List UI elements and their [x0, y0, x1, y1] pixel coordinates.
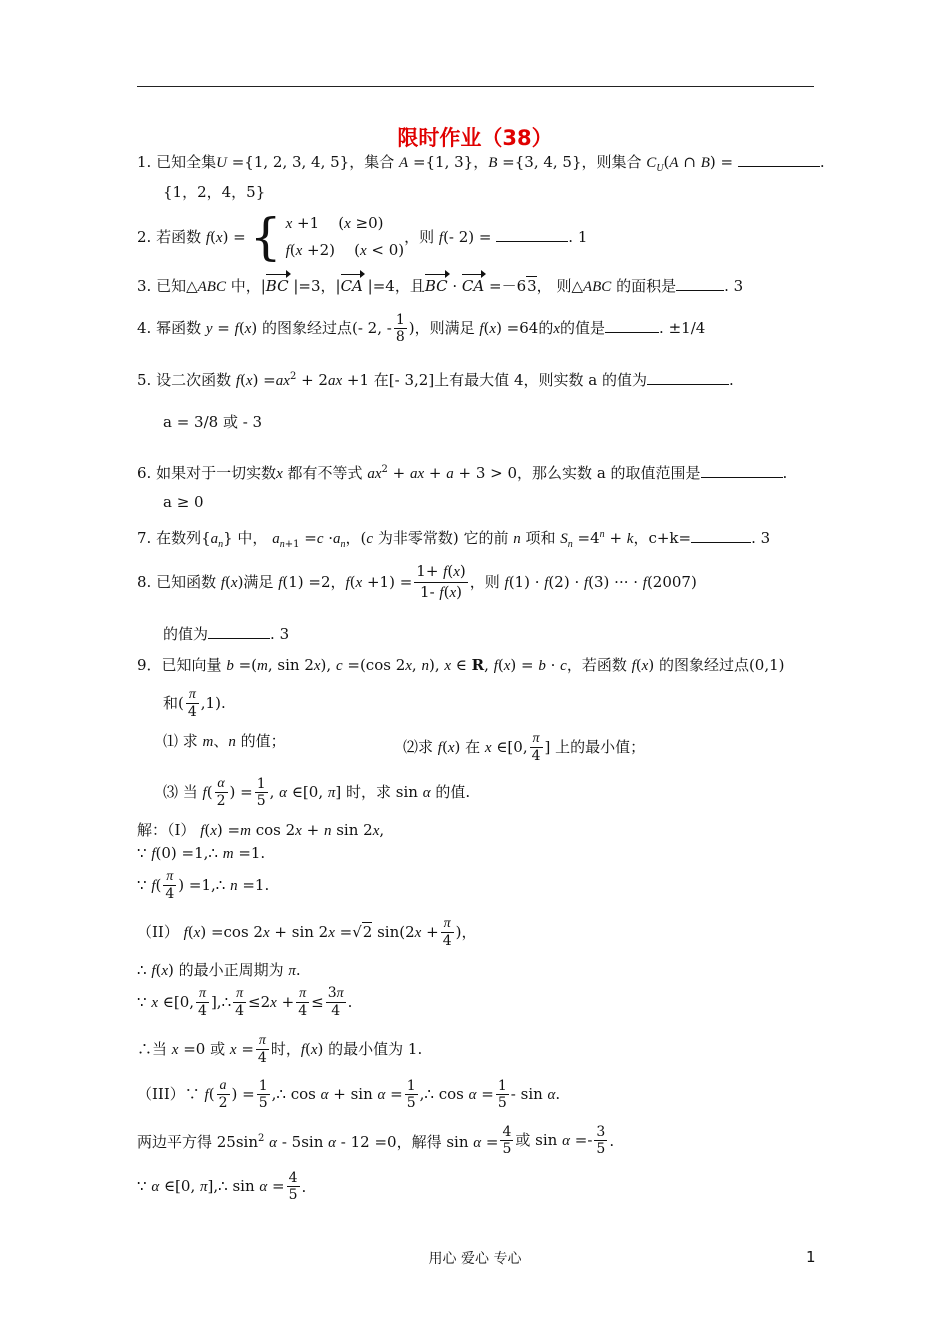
solution-line-6: ∵ x ∈[0, $\frac{\pi}{4}$ ],∴ $\frac{\pi}{4}$ ≤2x + $\frac{\pi}{4}$ ≤ $\frac{3\pi}{4}$ . — [137, 985, 353, 1019]
solution-line-1: 解：（I） f(x) =m cos 2x + n sin 2x, — [137, 821, 385, 839]
question-9: 9．已知向量 b =(m, sin 2x), c =(cos 2x, n), x ∈ R, f(x) = b · c，若函数 f(x) 的图象经过点(0,1) — [137, 656, 785, 674]
question-9-cont: 和( $\frac{\pi}{4}$ ,1). — [163, 687, 226, 720]
question-8-cont: 的值为 . 3 — [163, 625, 290, 643]
question-4: 4. 幂函数 y = f(x) 的图象经过点(- 2, - $\frac{1}{8}$ )，则满足 f(x) =64的x的值是 . ±1/4 — [137, 312, 706, 345]
answer-8: 3 — [279, 625, 290, 643]
solution-line-5: ∴ f(x) 的最小正周期为 π. — [137, 961, 301, 979]
solution-line-2: ∵ f(0) =1,∴ m =1. — [137, 844, 266, 862]
header-rule — [137, 86, 814, 87]
solution-line-8: （III）∵ f( $\frac{a}{2}$ ) = $\frac{1}{5}$ ,∴ cos α + sin α = $\frac{1}{5}$ ,∴ cos α = $\frac{1}{5}$ - sin α. — [137, 1077, 561, 1111]
answer-7: 3 — [760, 529, 771, 547]
answer-1: {1，2，4，5} — [163, 183, 266, 201]
solution-line-4: （II） f(x) =cos 2x + sin 2x =√2 sin(2x + $\frac{\pi}{4}$ )， — [137, 916, 477, 949]
answer-6: a ≥ 0 — [163, 493, 204, 511]
page-number: 1 — [806, 1248, 816, 1266]
question-6: 6. 如果对于一切实数x 都有不等式 $ax^2$ + ax + a + 3 > 0，那么实数 a 的取值范围是 . — [137, 464, 788, 482]
answer-4: ±1/4 — [668, 319, 706, 337]
answer-3: 3 — [733, 277, 744, 295]
solution-line-10: ∵ α ∈[0, π],∴ sin α = $\frac{4}{5}$ . — [137, 1170, 307, 1203]
solution-line-3: ∵ f( $\frac{\pi}{4}$ ) =1,∴ n =1. — [137, 869, 270, 902]
question-9-part-3: ⑶ 当 f( $\frac{\alpha}{2}$ ) = $\frac{1}{5}$ , α ∈[0, π] 时，求 sin α 的值. — [163, 775, 471, 809]
question-9-parts-1-2: ⑴ 求 m、n 的值； ⑵求 f(x) 在 x ∈[0, $\frac{\pi}{4}$ ] 上的最小值； — [163, 731, 646, 764]
question-1: 1. 已知全集U ={1, 2, 3, 4, 5}，集合 A ={1, 3}，B ={3, 4, 5}，则集合 $C_U(A$ ∩ B) = . — [137, 153, 825, 174]
solution-line-7: ∴当 x =0 或 x = $\frac{\pi}{4}$ 时，f(x) 的最小值为 1. — [137, 1033, 423, 1066]
solution-line-9: 两边平方得 $25\sin^2$ α - 5sin α - 12 =0，解得 sin α = $\frac{4}{5}$ 或 sin α =- $\frac{3}{5}$ . — [137, 1124, 615, 1157]
question-7: 7. 在数列$\{a_n\}$ 中， $a_{n+1} =c \cdot a_n$，(c 为非零常数) 它的前 n 项和 $S_n =4^n + k$，c+k= . 3 — [137, 529, 771, 550]
answer-5: a = 3/8 或 - 3 — [163, 413, 263, 431]
question-8: 8. 已知函数 f(x)满足 f(1) =2，f(x +1) = $\frac{1+ f(x)}{1- f(x)}$ ，则 f(1) · f(2) · f(3) ··· · f(2007) — [137, 562, 697, 601]
page-footer: 用心 爱心 专心 — [428, 1251, 522, 1267]
question-2: 2. 若函数 f(x) ={ x +1 (x ≥0) f(x +2) (x < 0)，则 f(- 2) = . 1 — [137, 208, 588, 266]
question-3: 3. 已知△ABC 中，|BC |=3，|CA |=4，且BC · CA =－63， 则△ABC 的面积是 . 3 — [137, 277, 744, 295]
answer-2: 1 — [577, 227, 588, 246]
question-5: 5. 设二次函数 $f(x) =ax^2 + 2ax +1$ 在[- 3,2]上有最大值 4，则实数 a 的值为 . — [137, 371, 734, 389]
page-title: 限时作业（38） — [397, 126, 553, 150]
